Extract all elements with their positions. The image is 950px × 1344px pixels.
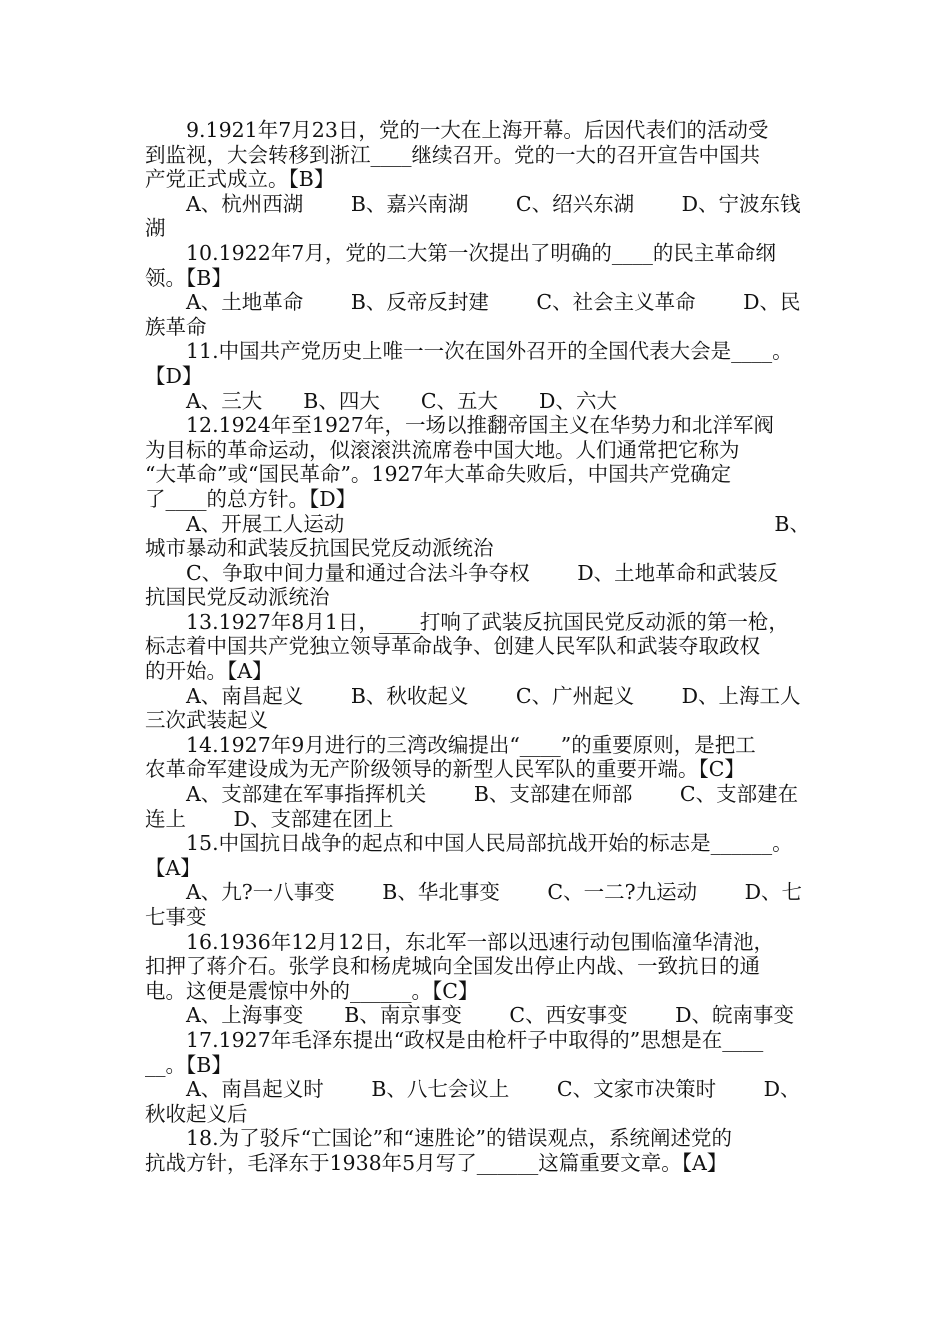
text-line: A、南昌起义时 B、八七会议上 C、文家市决策时 D、 — [186, 1077, 801, 1102]
text-line: 【D】 — [145, 363, 203, 388]
text-line: A、支部建在军事指挥机关 B、支部建在师部 C、支部建在 — [186, 782, 799, 807]
option-right: B、 — [774, 511, 810, 536]
text-line: 城市暴动和武装反抗国民党反动派统治 — [145, 536, 494, 561]
text-line: A、九?一八事变 B、华北事变 C、一二?九运动 D、七 — [186, 880, 803, 905]
text-line: 11.中国共产党历史上唯一一次在国外召开的全国代表大会是____。 — [186, 339, 793, 364]
text-line: 湖 — [145, 216, 166, 241]
text-line: 为目标的革命运动，似滚滚洪流席卷中国大地。人们通常把它称为 — [145, 437, 740, 462]
text-line: 到监视，大会转移到浙江____继续召开。党的一大的召开宣告中国共 — [145, 142, 760, 167]
text-line: “大革命”或“国民革命”。1927年大革命失败后，中国共产党确定 — [145, 462, 732, 487]
text-line: 15.中国抗日战争的起点和中国人民局部抗战开始的标志是______。 — [186, 831, 793, 856]
text-line: 族革命 — [145, 314, 207, 339]
text-line: A、南昌起义 B、秋收起义 C、广州起义 D、上海工人 — [186, 683, 801, 708]
text-line: 标志着中国共产党独立领导革命战争、创建人民军队和武装夺取政权 — [145, 634, 760, 659]
text-line: A、三大 B、四大 C、五大 D、六大 — [186, 388, 617, 413]
text-line: 扣押了蒋介石。张学良和杨虎城向全国发出停止内战、一致抗日的通 — [145, 954, 760, 979]
text-line: 三次武装起义 — [145, 708, 268, 733]
text-line: 14.1927年9月进行的三湾改编提出“____”的重要原则，是把工 — [186, 732, 756, 757]
text-line: 电。这便是震惊中外的______。【C】 — [145, 978, 479, 1003]
text-line: 抗战方针，毛泽东于1938年5月写了______这篇重要文章。【A】 — [145, 1150, 728, 1175]
text-line: 16.1936年12月12日，东北军一部以迅速行动包围临潼华清池， — [186, 929, 774, 954]
text-line: 18.为了驳斥“亡国论”和“速胜论”的错误观点，系统阐述党的 — [186, 1126, 733, 1151]
option-left: A、开展工人运动 — [186, 511, 345, 536]
text-line: A、土地革命 B、反帝反封建 C、社会主义革命 D、民 — [186, 290, 801, 315]
text-line: 抗国民党反动派统治 — [145, 585, 330, 610]
text-line: 领。【B】 — [145, 265, 232, 290]
text-line: 【A】 — [145, 855, 201, 880]
text-line: 13.1927年8月1日，____打响了武装反抗国民党反动派的第一枪， — [186, 609, 789, 634]
text-line: 连上 D、支部建在团上 — [145, 806, 394, 831]
text-line: 了____的总方针。【D】 — [145, 486, 357, 511]
text-line: 10.1922年7月，党的二大第一次提出了明确的____的民主革命纲 — [186, 240, 776, 265]
text-line: 秋收起义后 — [145, 1101, 248, 1126]
text-line — [145, 512, 810, 537]
text-line: 12.1924年至1927年，一场以推翻帝国主义在华势力和北洋军阀 — [186, 413, 774, 438]
text-line: 的开始。【A】 — [145, 659, 273, 684]
text-line: 农革命军建设成为无产阶级领导的新型人民军队的重要开端。【C】 — [145, 757, 745, 782]
text-line: A、杭州西湖 B、嘉兴南湖 C、绍兴东湖 D、宁波东钱 — [186, 191, 801, 216]
text-line: 9.1921年7月23日，党的一大在上海开幕。后因代表们的活动受 — [186, 118, 769, 142]
text-line: A、上海事变 B、南京事变 C、西安事变 D、皖南事变 — [186, 1003, 795, 1028]
text-line: __。【B】 — [145, 1052, 232, 1077]
text-line: 七事变 — [145, 905, 207, 929]
text-line: 产党正式成立。【B】 — [145, 167, 335, 192]
text-line: 17.1927年毛泽东提出“政权是由枪杆子中取得的”思想是在____ — [186, 1027, 764, 1052]
text-line: C、争取中间力量和通过合法斗争夺权 D、土地革命和武装反 — [186, 560, 779, 585]
